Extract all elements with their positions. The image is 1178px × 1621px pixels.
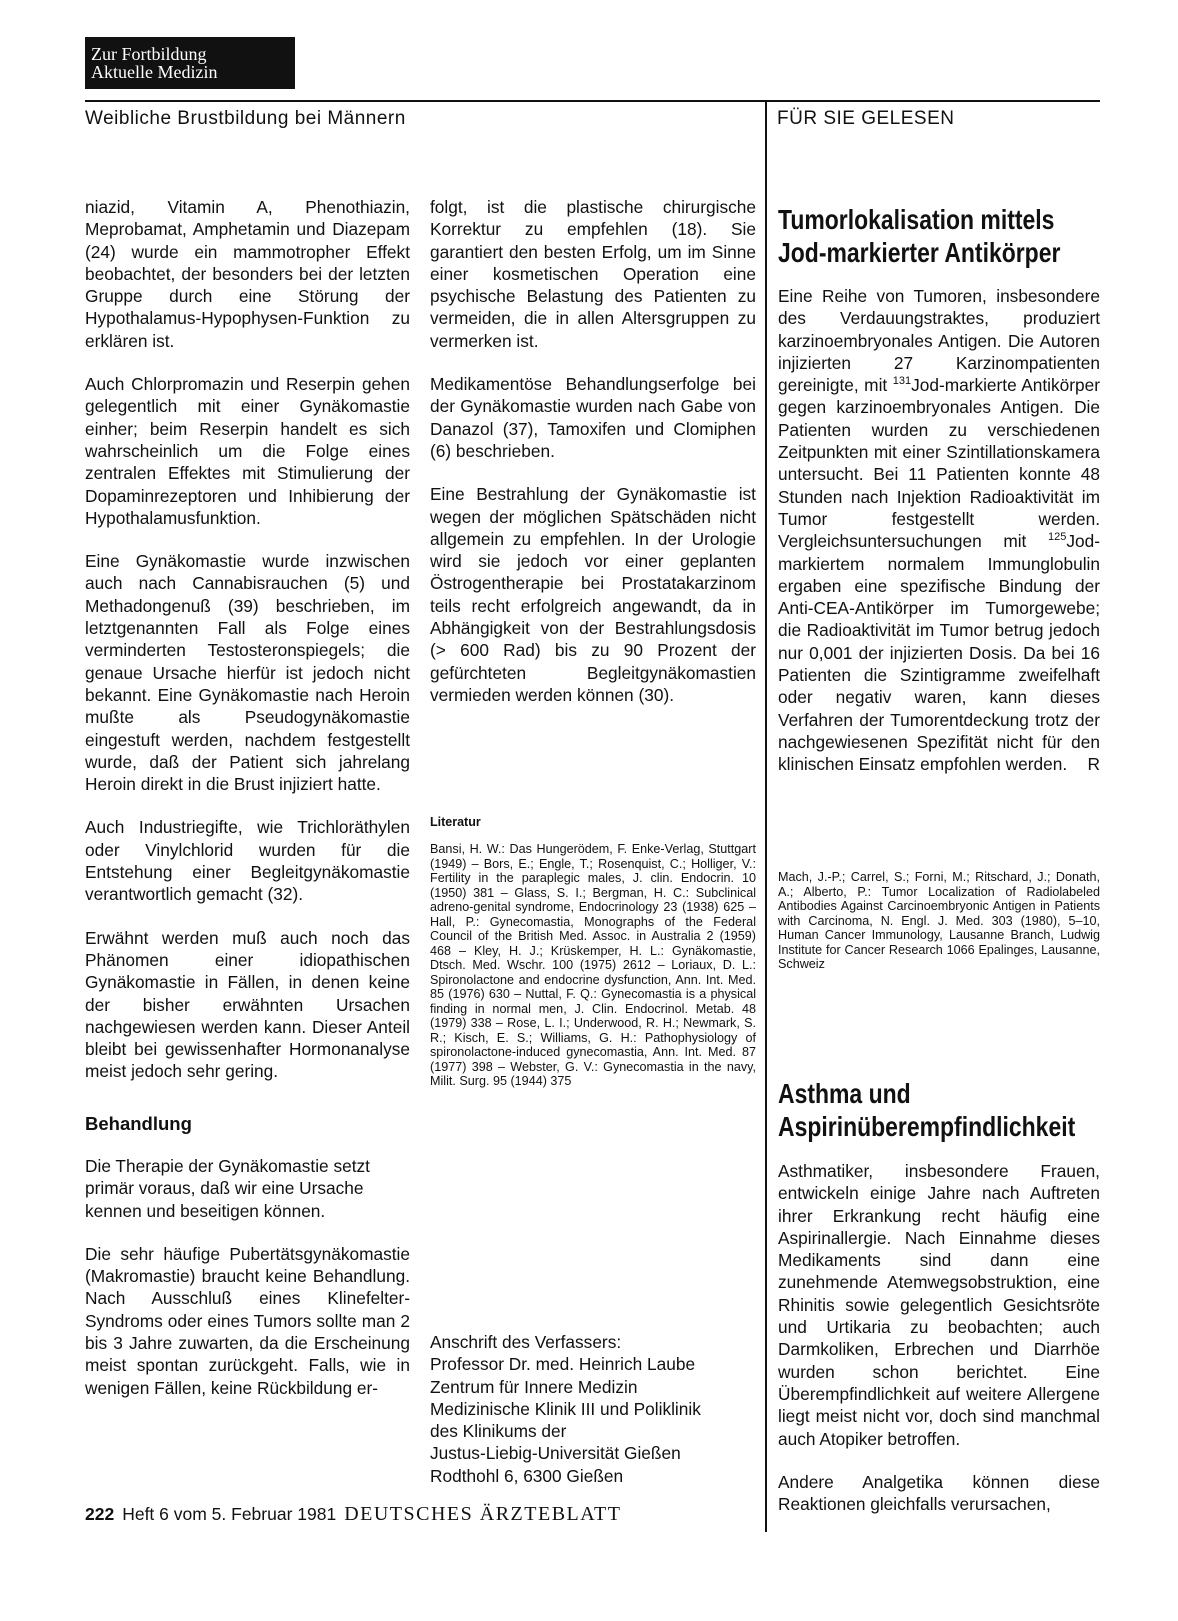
page-footer bbox=[85, 1503, 621, 1526]
paragraph: Eine Bestrahlung der Gynäkomastie ist wegen der möglichen Spätschäden nicht allgemein zu empfehlen. In der Urologie wird sie jedoch vor einer geplanten Östrogentherapie bei Prostatakarzinom teils recht erfolgreich angewandt, da in Abhängigkeit von der Bestrahlungsdosis (> 600 Rad) bis zu 90 Prozent der gefürchteten Begleitgynäkomastien vermieden werden können (30). bbox=[430, 484, 756, 705]
article-1-source bbox=[778, 870, 1100, 972]
section-badge-line1: Zur Fortbildung bbox=[91, 44, 207, 64]
literature-list bbox=[430, 842, 756, 1089]
author-initial: R bbox=[1087, 754, 1100, 775]
issue-info: Heft 6 vom 5. Februar 1981 bbox=[122, 1504, 337, 1524]
author-address bbox=[430, 1331, 701, 1487]
article-1-body bbox=[778, 285, 1100, 776]
text-run: Jod-markiertem normalem Immunglobulin ergaben eine spezifische Bindung der Anti-CEA-Antikörper im Tumorgewebe; die Radioaktivität im Tumor betrug jedoch nur 0,001 der injizierten Dosis. Da bei 16 Patienten die Szintigramme zweifelhaft oder negativ waren, kann dieses Verfahren der Tumorentdeckung trotz der nachgewiesenen Spezifität nicht für den klinischen Einsatz empfohlen werden. bbox=[778, 531, 1100, 775]
address-line: Zentrum für Innere Medizin bbox=[430, 1376, 638, 1397]
text-run: Eine Reihe von Tumoren, insbesondere des Verdauungstraktes, produziert karzinoembryonales Antigen. Die Autoren injizierten 27 Karzinompatienten gereinigte, mit bbox=[778, 286, 1100, 396]
journal-name: DEUTSCHES ÄRZTEBLATT bbox=[344, 1503, 622, 1525]
paragraph: Die sehr häufige Pubertätsgynäkomastie (Makromastie) braucht keine Behandlung. Nach Ausschluß eines Klinefelter-Syndroms oder eines Tumors sollte man 2 bis 3 Jahre zuwarten, da die Erscheinung meist spontan zurückgeht. Falls, wie in wenigen Fällen, keine Rückbildung er- bbox=[85, 1243, 410, 1398]
paragraph: Asthmatiker, insbesondere Frauen, entwickeln einige Jahre nach Auftreten ihrer Erkrankung recht häufig eine Aspirinallergie. Nach Einnahme dieses Medikaments sind dann eine zunehmende Atemwegsobstruktion, eine Rhinitis sowie gelegentlich Gesichtsröte und Urtikaria zu beobachten; auch Darmkoliken, Erbrechen und Diarrhöe wurden schon berichtet. Eine Überempfindlichkeit auf weitere Allergene liegt meist nicht vor, doch sind manchmal auch Atopiker betroffen. bbox=[778, 1161, 1100, 1449]
paragraph: Andere Analgetika können diese Reaktionen gleichfalls verursachen, bbox=[778, 1471, 1100, 1515]
address-line: Justus-Liebig-Universität Gießen bbox=[430, 1443, 681, 1464]
address-line: Medizinische Klinik III und Poliklinik bbox=[430, 1398, 701, 1419]
paragraph: Die Therapie der Gynäkomastie setzt primär voraus, daß wir eine Ursache kennen und beseitigen können. bbox=[85, 1155, 370, 1221]
isotope-superscript: 125 bbox=[1048, 531, 1067, 544]
paragraph: folgt, ist die plastische chirurgische Korrektur zu empfehlen (18). Sie garantiert den besten Erfolg, um im Sinne einer kosmetischen Operation eine psychische Belastung des Patienten zu vermeiden, die in allen Altersgruppen zu vermerken ist. bbox=[430, 197, 756, 351]
article-2-body bbox=[778, 1160, 1100, 1536]
address-line: des Klinikums der bbox=[430, 1421, 567, 1442]
title-line: Aspirinüberempfindlichkeit bbox=[778, 1111, 1076, 1142]
title-line: Tumorlokalisation mittels bbox=[778, 204, 1055, 235]
column-divider bbox=[765, 100, 767, 1532]
paragraph bbox=[778, 285, 1100, 776]
title-line: Jod-markierter Antikörper bbox=[778, 237, 1061, 268]
page-number: 222 bbox=[85, 1504, 115, 1524]
section-heading-behandlung: Behandlung bbox=[85, 1112, 192, 1134]
article-title-tumorlokalisation bbox=[778, 203, 1060, 269]
article-title-asthma bbox=[778, 1077, 1075, 1143]
address-line: Professor Dr. med. Heinrich Laube bbox=[430, 1354, 696, 1375]
paragraph: Medikamentöse Behandlungserfolge bei der Gynäkomastie wurden nach Gabe von Danazol (37), Tamoxifen und Clomiphen (6) beschrieben. bbox=[430, 374, 756, 461]
section-badge bbox=[85, 37, 295, 89]
paragraph: Auch Industriegifte, wie Trichloräthylen oder Vinylchlorid wurden für die Entstehung einer Begleitgynäkomastie verantwortlich gemacht (32). bbox=[85, 817, 410, 905]
column-2 bbox=[430, 196, 756, 727]
literature-text: Bansi, H. W.: Das Hungerödem, F. Enke-Verlag, Stuttgart (1949) – Bors, E.; Engle, T.; Rosenquist, C.; Holliger, V.: Fertility in the paraplegic males, J. clin. Endocrin. 10 (1950) 381 – Glass, S. I.; Bergman, H. C.: Subclinical adreno-genital syndrome, Endocrinology 23 (1938) 625 – Hall, P.: Gynecomastia, Monographs of the Federal Council of the British Med. Assoc. in Australia 2 (1959) 468 – Kley, H. J.; Krüskemper, H. L.: Gynäkomastie, Dtsch. Med. Wschr. 100 (1975) 2612 – Loriaux, D. L.: Spironolactone and endocrine dysfunction, Ann. Int. Med. 85 (1976) 630 – Nuttal, F. Q.: Gynecomastia is a physical finding in normal men, J. Clin. Endocrinol. Metab. 48 (1979) 338 – Rose, L. I.; Underwood, R. H.; Newmark, S. R.; Kisch, E. S.; Williams, G. H.: Pathophysiology of spironolactone-induced gynecomastia, Ann. Int. Med. 87 (1977) 398 – Webster, G. V.: Gynecomastia in the navy, Milit. Surg. 95 (1944) 375 bbox=[430, 842, 756, 1088]
column-1 bbox=[85, 196, 410, 1420]
paragraph: Eine Gynäkomastie wurde inzwischen auch nach Cannabisrauchen (5) und Methadongenuß (39) beschrieben, im letztgenannten Fall als Folge eines verminderten Testosteronspiegels; die genaue Ursache hierfür ist jedoch nicht bekannt. Eine Gynäkomastie nach Heroin mußte als Pseudogynäkomastie eingestuft werden, nachdem festgestellt wurde, daß der Patient sich jahrelang Heroin direkt in die Brust injiziert hatte. bbox=[85, 551, 410, 795]
running-header-left: Weibliche Brustbildung bei Männern bbox=[85, 108, 406, 129]
address-line: Anschrift des Verfassers: bbox=[430, 1332, 622, 1352]
paragraph: niazid, Vitamin A, Phenothiazin, Meprobamat, Amphetamin und Diazepam (24) wurde ein mammotropher Effekt beobachtet, der besonders bei der letzten Gruppe durch eine Störung der Hypothalamus-Hypophysen-Funktion zu erklären ist. bbox=[85, 197, 410, 351]
text-run: Jod-markierte Antikörper gegen karzinoembryonales Antigen. Die Patienten wurden zu verschiedenen Zeitpunkten mit einer Szintillationskamera untersucht. Bei 11 Patienten konnte 48 Stunden nach Injektion Radioaktivität im Tumor festgestellt werden. Vergleichsuntersuchungen mit bbox=[778, 375, 1101, 552]
paragraph: Auch Chlorpromazin und Reserpin gehen gelegentlich mit einer Gynäkomastie einher; beim Reserpin handelt es sich wahrscheinlich um die Folge eines zentralen Effektes mit Stimulierung der Dopaminrezeptoren und Inhibierung der Hypothalamusfunktion. bbox=[85, 374, 410, 528]
literature-heading: Literatur bbox=[430, 815, 481, 829]
isotope-superscript: 131 bbox=[892, 375, 912, 388]
header-rule bbox=[85, 100, 1100, 102]
running-header-right: FÜR SIE GELESEN bbox=[777, 108, 955, 129]
address-line: Rodthohl 6, 6300 Gießen bbox=[430, 1465, 624, 1486]
section-badge-line2: Aktuelle Medizin bbox=[91, 62, 218, 82]
source-text: Mach, J.-P.; Carrel, S.; Forni, M.; Ritschard, J.; Donath, A.; Alberto, P.: Tumor Localization of Radiolabeled Antibodies Against Carcinoembryonic Antigen in Patients with Carcinoma, N. Engl. J. Med. 303 (1980), 5–10, Human Cancer Immunology, Lausanne Branch, Ludwig Institute for Cancer Research 1066 Epalinges, Lausanne, Schweiz bbox=[778, 870, 1100, 971]
title-line: Asthma und bbox=[778, 1078, 911, 1109]
paragraph: Erwähnt werden muß auch noch das Phänomen einer idiopathischen Gynäkomastie in Fällen, in denen keine der bisher erwähnten Ursachen nachgewiesen werden kann. Dieser Anteil bleibt bei gewissenhafter Hormonanalyse meist jedoch sehr gering. bbox=[85, 927, 410, 1082]
